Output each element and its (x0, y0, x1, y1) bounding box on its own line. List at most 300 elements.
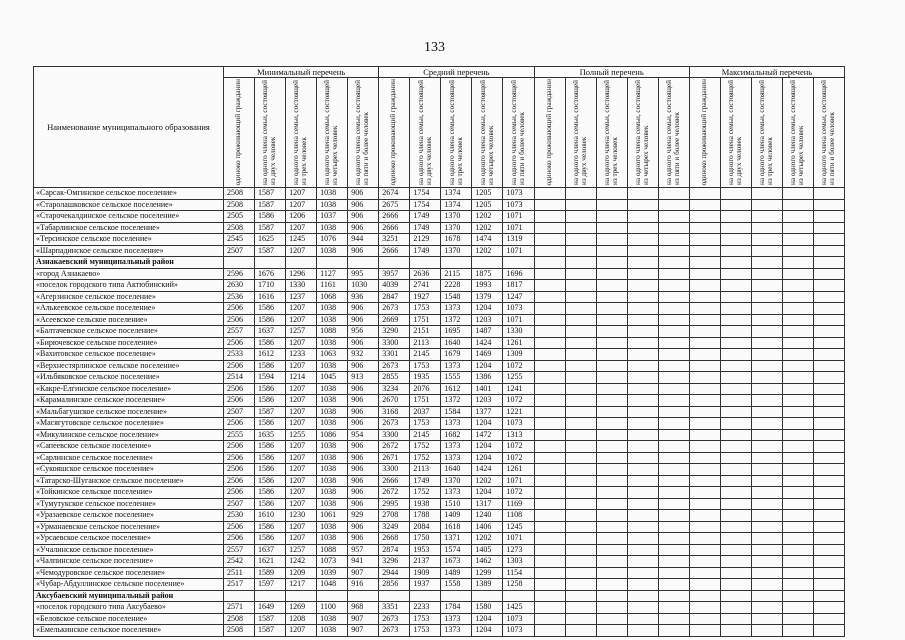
empty-cell (534, 613, 565, 625)
empty-cell (596, 487, 627, 499)
value-cell: 2228 (441, 280, 472, 292)
empty-cell (751, 579, 782, 591)
empty-cell (627, 556, 658, 568)
value-cell: 1587 (255, 625, 286, 637)
empty-cell (658, 625, 689, 637)
value-cell: 1405 (472, 544, 503, 556)
empty-cell (720, 441, 751, 453)
value-cell: 2506 (224, 533, 255, 545)
empty-cell (658, 510, 689, 522)
value-cell: 2533 (224, 349, 255, 361)
value-cell: 1751 (410, 314, 441, 326)
empty-cell (534, 521, 565, 533)
empty-cell (782, 188, 813, 200)
subsistence-table (33, 66, 845, 637)
value-cell: 2129 (410, 234, 441, 246)
empty-cell (658, 326, 689, 338)
value-cell: 1063 (317, 349, 348, 361)
table-row (34, 602, 845, 614)
settlement-name: «Татарско-Шуганское сельское поселение» (34, 475, 224, 487)
value-cell: 2674 (379, 188, 410, 200)
empty-cell (565, 544, 596, 556)
empty-cell (751, 188, 782, 200)
empty-cell (689, 602, 720, 614)
empty-cell (534, 452, 565, 464)
empty-cell (596, 303, 627, 315)
empty-cell (720, 406, 751, 418)
value-cell: 906 (348, 199, 379, 211)
table-row (34, 303, 845, 315)
value-cell: 1209 (286, 567, 317, 579)
value-cell: 1202 (472, 222, 503, 234)
value-cell: 1204 (472, 360, 503, 372)
value-cell: 2506 (224, 452, 255, 464)
empty-cell (596, 280, 627, 292)
empty-cell (627, 395, 658, 407)
empty-cell (565, 326, 596, 338)
value-cell: 1587 (255, 245, 286, 257)
value-cell: 1127 (317, 268, 348, 280)
empty-cell (814, 613, 845, 625)
table-row (34, 521, 845, 533)
value-cell: 1258 (503, 579, 534, 591)
value-cell: 1072 (503, 487, 534, 499)
empty-cell (658, 521, 689, 533)
empty-cell (689, 567, 720, 579)
empty-cell (689, 556, 720, 568)
empty-cell (565, 199, 596, 211)
value-cell: 1586 (255, 314, 286, 326)
value-cell: 1088 (317, 326, 348, 338)
value-cell: 906 (348, 533, 379, 545)
empty-cell (814, 268, 845, 280)
value-cell: 1071 (503, 222, 534, 234)
value-cell: 1245 (286, 234, 317, 246)
empty-cell (751, 372, 782, 384)
empty-cell (814, 544, 845, 556)
empty-cell (658, 234, 689, 246)
empty-cell (689, 211, 720, 223)
empty-cell (472, 590, 503, 602)
value-cell: 906 (348, 314, 379, 326)
empty-cell (720, 510, 751, 522)
empty-cell (658, 418, 689, 430)
value-cell: 2673 (379, 303, 410, 315)
value-cell: 1679 (441, 349, 472, 361)
value-cell: 916 (348, 579, 379, 591)
empty-cell (751, 625, 782, 637)
empty-cell (596, 268, 627, 280)
value-cell: 2115 (441, 268, 472, 280)
empty-cell (782, 567, 813, 579)
value-cell: 1409 (441, 510, 472, 522)
empty-cell (814, 383, 845, 395)
column-header (317, 78, 348, 188)
value-cell: 1586 (255, 383, 286, 395)
value-cell: 1710 (255, 280, 286, 292)
empty-cell (658, 406, 689, 418)
value-cell: 1597 (255, 579, 286, 591)
value-cell: 1202 (472, 245, 503, 257)
column-header-label: на одного члена семьи, состоящей из трех человек (447, 80, 464, 185)
empty-cell (814, 429, 845, 441)
settlement-name: «поселок городского типа Аксубаево» (34, 602, 224, 614)
empty-cell (689, 349, 720, 361)
value-cell: 2847 (379, 291, 410, 303)
value-cell: 2874 (379, 544, 410, 556)
value-cell: 1682 (441, 429, 472, 441)
empty-cell (565, 452, 596, 464)
column-header-label: на одного члена семьи, состоящей из трех человек (602, 80, 619, 185)
table-row (34, 452, 845, 464)
table-row (34, 234, 845, 246)
empty-cell (565, 533, 596, 545)
empty-cell (596, 383, 627, 395)
empty-cell (534, 464, 565, 476)
value-cell: 1061 (317, 510, 348, 522)
column-header-label: на одного члена семьи, состоящей из пяти и более человек (820, 80, 837, 185)
value-cell: 1071 (503, 245, 534, 257)
value-cell: 1618 (441, 521, 472, 533)
empty-cell (627, 257, 658, 269)
empty-cell (565, 372, 596, 384)
empty-cell (720, 452, 751, 464)
empty-cell (596, 602, 627, 614)
settlement-name: «Урсаевское сельское поселение» (34, 533, 224, 545)
value-cell: 1207 (286, 475, 317, 487)
value-cell: 906 (348, 475, 379, 487)
value-cell: 1373 (441, 418, 472, 430)
value-cell: 1373 (441, 487, 472, 499)
value-cell: 1207 (286, 625, 317, 637)
value-cell: 1586 (255, 464, 286, 476)
empty-cell (814, 418, 845, 430)
empty-cell (627, 291, 658, 303)
value-cell: 907 (348, 625, 379, 637)
empty-cell (565, 429, 596, 441)
value-cell: 1073 (503, 625, 534, 637)
value-cell: 1217 (286, 579, 317, 591)
value-cell: 1257 (286, 544, 317, 556)
value-cell: 1673 (441, 556, 472, 568)
empty-cell (751, 567, 782, 579)
empty-cell (751, 429, 782, 441)
column-header-label: одиноко проживающий гражданин (389, 78, 398, 185)
empty-cell (689, 383, 720, 395)
empty-cell (534, 349, 565, 361)
empty-cell (658, 498, 689, 510)
empty-cell (627, 533, 658, 545)
settlement-name: «Шарпадинское сельское поселение» (34, 245, 224, 257)
value-cell: 1586 (255, 395, 286, 407)
empty-cell (565, 211, 596, 223)
empty-cell (689, 280, 720, 292)
value-cell: 2708 (379, 510, 410, 522)
district-section-row (34, 257, 845, 269)
empty-cell (751, 521, 782, 533)
value-cell: 1373 (441, 625, 472, 637)
value-cell: 1587 (255, 199, 286, 211)
empty-cell (814, 349, 845, 361)
empty-cell (751, 498, 782, 510)
empty-cell (689, 188, 720, 200)
value-cell: 1749 (410, 475, 441, 487)
empty-cell (410, 257, 441, 269)
empty-cell (565, 245, 596, 257)
empty-cell (534, 590, 565, 602)
table-row (34, 395, 845, 407)
value-cell: 1076 (317, 234, 348, 246)
empty-cell (720, 222, 751, 234)
value-cell: 2855 (379, 372, 410, 384)
empty-cell (751, 280, 782, 292)
empty-cell (410, 590, 441, 602)
value-cell: 1586 (255, 441, 286, 453)
empty-cell (596, 464, 627, 476)
empty-cell (782, 199, 813, 211)
table-row (34, 349, 845, 361)
empty-cell (782, 406, 813, 418)
value-cell: 1649 (255, 602, 286, 614)
empty-cell (782, 498, 813, 510)
empty-cell (379, 257, 410, 269)
value-cell: 1953 (410, 544, 441, 556)
settlement-name: «Урманаевское сельское поселение» (34, 521, 224, 533)
column-header (255, 78, 286, 188)
value-cell: 1753 (410, 303, 441, 315)
value-cell: 907 (348, 567, 379, 579)
value-cell: 3301 (379, 349, 410, 361)
empty-cell (751, 303, 782, 315)
empty-cell (472, 257, 503, 269)
table-row (34, 268, 845, 280)
column-header-label: на одного члена семьи, состоящей из двух человек (261, 80, 278, 185)
value-cell: 1247 (503, 291, 534, 303)
empty-cell (596, 544, 627, 556)
value-cell: 1038 (317, 395, 348, 407)
empty-cell (782, 257, 813, 269)
empty-cell (782, 625, 813, 637)
empty-cell (596, 579, 627, 591)
value-cell: 1204 (472, 418, 503, 430)
empty-cell (596, 625, 627, 637)
value-cell: 1208 (286, 613, 317, 625)
empty-cell (689, 510, 720, 522)
empty-cell (596, 349, 627, 361)
value-cell: 1586 (255, 211, 286, 223)
empty-cell (782, 510, 813, 522)
empty-cell (814, 590, 845, 602)
column-header-label: на одного члена семьи, состоящей из пяти и более человек (509, 80, 526, 185)
empty-cell (565, 579, 596, 591)
value-cell: 1207 (286, 395, 317, 407)
empty-cell (596, 211, 627, 223)
column-header (751, 78, 782, 188)
empty-cell (658, 395, 689, 407)
empty-cell (658, 487, 689, 499)
value-cell: 906 (348, 303, 379, 315)
value-cell: 1038 (317, 613, 348, 625)
value-cell: 2506 (224, 475, 255, 487)
value-cell: 1039 (317, 567, 348, 579)
value-cell: 1510 (441, 498, 472, 510)
value-cell: 1038 (317, 625, 348, 637)
empty-cell (720, 625, 751, 637)
settlement-name: «Верхнестярлинское сельское поселение» (34, 360, 224, 372)
value-cell: 1233 (286, 349, 317, 361)
table-row (34, 567, 845, 579)
empty-cell (596, 188, 627, 200)
empty-cell (720, 199, 751, 211)
table-body (34, 188, 845, 637)
value-cell: 1309 (503, 349, 534, 361)
table-row (34, 326, 845, 338)
empty-cell (782, 303, 813, 315)
value-cell: 1207 (286, 199, 317, 211)
empty-cell (814, 579, 845, 591)
empty-cell (782, 234, 813, 246)
value-cell: 1038 (317, 314, 348, 326)
empty-cell (751, 487, 782, 499)
group-header-row (34, 67, 845, 78)
value-cell: 1558 (441, 579, 472, 591)
empty-cell (814, 441, 845, 453)
settlement-name: «Масягутовское сельское поселение» (34, 418, 224, 430)
value-cell: 1875 (472, 268, 503, 280)
value-cell: 1612 (255, 349, 286, 361)
empty-cell (565, 337, 596, 349)
empty-cell (534, 291, 565, 303)
empty-cell (751, 441, 782, 453)
empty-cell (627, 360, 658, 372)
value-cell: 1752 (410, 452, 441, 464)
column-header-label: на одного члена семьи, состоящей из четырех человек (789, 80, 805, 185)
settlement-name: «Алькеевское сельское поселение» (34, 303, 224, 315)
column-header (814, 78, 845, 188)
value-cell: 1072 (503, 441, 534, 453)
empty-cell (814, 234, 845, 246)
value-cell: 1373 (441, 360, 472, 372)
empty-cell (286, 590, 317, 602)
empty-cell (565, 222, 596, 234)
empty-cell (689, 429, 720, 441)
empty-cell (782, 487, 813, 499)
empty-cell (720, 360, 751, 372)
district-name: Аксубаевский муниципальный район (34, 590, 224, 602)
empty-cell (627, 188, 658, 200)
empty-cell (534, 234, 565, 246)
value-cell: 906 (348, 395, 379, 407)
value-cell: 913 (348, 372, 379, 384)
value-cell: 1207 (286, 360, 317, 372)
empty-cell (534, 429, 565, 441)
value-cell: 1424 (472, 464, 503, 476)
value-cell: 956 (348, 326, 379, 338)
empty-cell (814, 498, 845, 510)
empty-cell (658, 567, 689, 579)
value-cell: 957 (348, 544, 379, 556)
empty-cell (689, 372, 720, 384)
empty-cell (658, 257, 689, 269)
value-cell: 944 (348, 234, 379, 246)
value-cell: 1071 (503, 314, 534, 326)
column-header (596, 78, 627, 188)
value-cell: 1377 (472, 406, 503, 418)
value-cell: 1587 (255, 222, 286, 234)
empty-cell (534, 441, 565, 453)
value-cell: 2505 (224, 211, 255, 223)
empty-cell (782, 613, 813, 625)
value-cell: 1086 (317, 429, 348, 441)
empty-cell (565, 590, 596, 602)
empty-cell (689, 257, 720, 269)
value-cell: 2672 (379, 441, 410, 453)
table-row (34, 188, 845, 200)
empty-cell (627, 452, 658, 464)
table-row (34, 464, 845, 476)
value-cell: 2508 (224, 625, 255, 637)
value-cell: 1373 (441, 452, 472, 464)
value-cell: 1754 (410, 188, 441, 200)
value-cell: 2672 (379, 487, 410, 499)
empty-cell (689, 418, 720, 430)
value-cell: 1038 (317, 222, 348, 234)
empty-cell (565, 395, 596, 407)
value-cell: 1370 (441, 222, 472, 234)
empty-cell (751, 452, 782, 464)
empty-cell (286, 257, 317, 269)
empty-cell (720, 337, 751, 349)
empty-cell (255, 590, 286, 602)
empty-cell (534, 544, 565, 556)
value-cell: 941 (348, 556, 379, 568)
empty-cell (814, 602, 845, 614)
value-cell: 1038 (317, 383, 348, 395)
table-row (34, 199, 845, 211)
value-cell: 1610 (255, 510, 286, 522)
column-header-label: на одного члена семьи, состоящей из трех человек (292, 80, 309, 185)
empty-cell (782, 464, 813, 476)
value-cell: 1204 (472, 613, 503, 625)
table-row (34, 383, 845, 395)
value-cell: 1586 (255, 452, 286, 464)
empty-cell (814, 280, 845, 292)
empty-cell (534, 257, 565, 269)
empty-cell (751, 510, 782, 522)
value-cell: 1695 (441, 326, 472, 338)
empty-cell (689, 533, 720, 545)
value-cell: 2506 (224, 383, 255, 395)
table-row (34, 245, 845, 257)
value-cell: 2673 (379, 418, 410, 430)
value-cell: 2673 (379, 360, 410, 372)
value-cell: 1038 (317, 337, 348, 349)
value-cell: 906 (348, 406, 379, 418)
value-cell: 932 (348, 349, 379, 361)
empty-cell (751, 383, 782, 395)
column-header (534, 78, 565, 188)
empty-cell (565, 349, 596, 361)
empty-cell (720, 579, 751, 591)
value-cell: 2530 (224, 510, 255, 522)
value-cell: 1207 (286, 521, 317, 533)
value-cell: 3296 (379, 556, 410, 568)
empty-cell (565, 464, 596, 476)
settlement-name: «Тойкинское сельское поселение» (34, 487, 224, 499)
table-row (34, 222, 845, 234)
empty-cell (534, 245, 565, 257)
empty-cell (751, 360, 782, 372)
